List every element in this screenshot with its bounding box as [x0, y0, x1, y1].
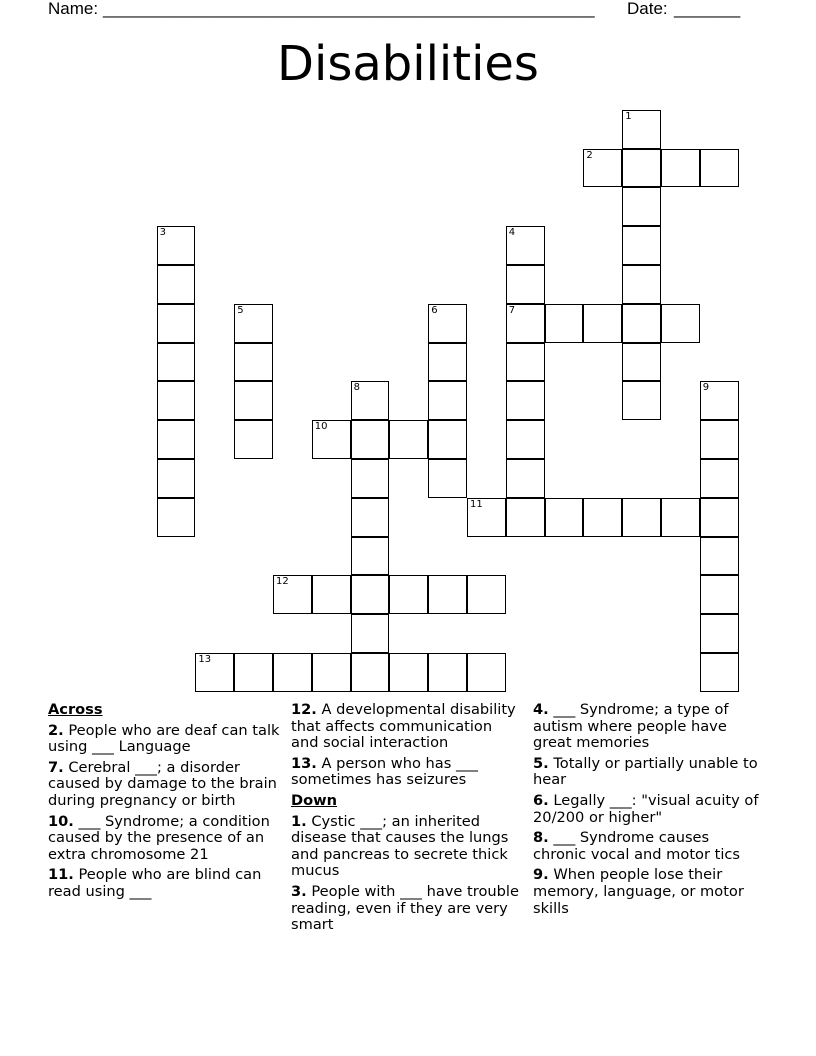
name-label: Name:: [48, 0, 99, 18]
grid-cell[interactable]: [583, 498, 622, 537]
grid-cell[interactable]: [351, 498, 390, 537]
clue-across-2: [48, 723, 280, 756]
grid-cell[interactable]: [583, 304, 622, 343]
grid-cell[interactable]: [428, 575, 467, 614]
grid-cell[interactable]: [157, 226, 196, 265]
cell-number: 6: [431, 304, 438, 316]
grid-cell[interactable]: [700, 498, 739, 537]
name-field-line[interactable]: ____________________________________________________: [103, 0, 595, 18]
down-heading: Down: [291, 791, 338, 809]
clue-text: A developmental disability that affects communication and social interaction: [291, 701, 516, 752]
grid-cell[interactable]: [622, 149, 661, 188]
clue-number: 6.: [533, 791, 549, 809]
clue-number: 9.: [533, 866, 549, 884]
clue-text: ___ Syndrome causes chronic vocal and motor tics: [533, 829, 741, 863]
clue-text: Cystic ___; an inherited disease that causes the lungs and pancreas to secrete thick mucus: [291, 812, 509, 880]
grid-cell[interactable]: [506, 304, 545, 343]
grid-cell[interactable]: [195, 653, 234, 692]
clue-across-11: [48, 867, 280, 900]
grid-cell[interactable]: [622, 265, 661, 304]
clue-down-5: [533, 756, 765, 789]
grid-cell[interactable]: [506, 420, 545, 459]
grid-cell[interactable]: [312, 653, 351, 692]
clue-text: People who are blind can read using ___: [48, 866, 262, 900]
cell-number: 8: [353, 382, 360, 394]
grid-cell[interactable]: [389, 575, 428, 614]
grid-cell[interactable]: [157, 459, 196, 498]
grid-cell[interactable]: [661, 304, 700, 343]
cell-number: 9: [702, 382, 710, 394]
clue-text: Legally ___: "visual acuity of 20/200 or higher": [533, 791, 759, 826]
grid-cell[interactable]: [428, 653, 467, 692]
grid-cell[interactable]: [428, 304, 467, 343]
grid-cell[interactable]: [622, 304, 661, 343]
grid-cell[interactable]: [157, 304, 196, 343]
clue-across-7: [48, 760, 280, 810]
grid-cell[interactable]: [351, 459, 390, 498]
grid-cell[interactable]: [700, 149, 739, 188]
grid-cell[interactable]: [428, 420, 467, 459]
grid-cell[interactable]: [157, 381, 196, 420]
grid-cell[interactable]: [273, 575, 312, 614]
clue-number: 2.: [48, 721, 64, 739]
grid-cell[interactable]: [234, 420, 273, 459]
grid-cell[interactable]: [622, 498, 661, 537]
grid-cell[interactable]: [700, 653, 739, 692]
cell-number: 13: [198, 654, 212, 665]
cell-number: 1: [625, 110, 632, 122]
grid-cell[interactable]: [506, 459, 545, 498]
grid-cell[interactable]: [622, 343, 661, 382]
clue-text: People who are deaf can talk using ___ Language: [48, 721, 280, 756]
grid-cell[interactable]: [389, 420, 428, 459]
grid-cell[interactable]: [467, 575, 506, 614]
grid-cell[interactable]: [428, 343, 467, 382]
clue-number: 7.: [48, 758, 64, 776]
date-label: Date:: [627, 0, 668, 18]
grid-cell[interactable]: [661, 498, 700, 537]
grid-cell[interactable]: [351, 575, 390, 614]
grid-cell[interactable]: [351, 420, 390, 459]
grid-cell[interactable]: [700, 459, 739, 498]
grid-cell[interactable]: [545, 498, 584, 537]
clues-column-2: [291, 700, 523, 938]
clue-down-3: [291, 884, 523, 934]
grid-cell[interactable]: [389, 653, 428, 692]
clue-across-13: [291, 756, 523, 789]
clue-number: 5.: [533, 754, 549, 772]
grid-cell[interactable]: [700, 614, 739, 653]
header: [0, 0, 816, 22]
grid-cell[interactable]: [312, 420, 351, 459]
grid-cell[interactable]: [545, 304, 584, 343]
clues-column-3: [533, 700, 765, 921]
cell-number: 3: [159, 227, 166, 239]
grid-cell[interactable]: [351, 653, 390, 692]
cell-number: 12: [276, 576, 289, 588]
cell-number: 7: [508, 304, 516, 316]
grid-cell[interactable]: [351, 614, 390, 653]
grid-cell[interactable]: [506, 265, 545, 304]
grid-cell[interactable]: [234, 304, 273, 343]
grid-cell[interactable]: [428, 459, 467, 498]
cell-number: 5: [237, 304, 244, 316]
cell-number: 10: [314, 421, 328, 433]
clue-down-9: [533, 867, 765, 917]
grid-cell[interactable]: [467, 653, 506, 692]
clue-text: A person who has ___ sometimes has seizures: [291, 754, 478, 789]
clue-down-8: [533, 830, 765, 863]
clue-down-4: [533, 702, 765, 752]
grid-cell[interactable]: [234, 343, 273, 382]
grid-cell[interactable]: [700, 537, 739, 576]
grid-cell[interactable]: [273, 653, 312, 692]
grid-cell[interactable]: [506, 226, 545, 265]
grid-cell[interactable]: [234, 653, 273, 692]
clue-text: ___ Syndrome; a type of autism where people have great memories: [533, 701, 729, 752]
grid-cell[interactable]: [661, 149, 700, 188]
grid-cell[interactable]: [312, 575, 351, 614]
grid-cell[interactable]: [157, 265, 196, 304]
clue-across-10: [48, 814, 280, 864]
cell-number: 4: [508, 227, 516, 239]
cell-number: 11: [470, 498, 483, 510]
grid-cell[interactable]: [700, 420, 739, 459]
grid-cell[interactable]: [583, 149, 622, 188]
clue-down-1: [291, 814, 523, 880]
grid-cell[interactable]: [506, 498, 545, 537]
clue-down-6: [533, 793, 765, 826]
clue-number: 1.: [291, 812, 307, 830]
grid-cell[interactable]: [700, 575, 739, 614]
cell-number: 2: [586, 149, 593, 161]
across-heading: Across: [48, 701, 103, 718]
grid-cell[interactable]: [622, 381, 661, 420]
clue-number: 12.: [291, 701, 317, 718]
clue-text: When people lose their memory, language, or motor skills: [533, 866, 744, 917]
clue-across-12: [291, 702, 523, 752]
clue-number: 8.: [533, 829, 549, 847]
grid-cell[interactable]: [157, 343, 196, 382]
grid-cell[interactable]: [467, 498, 506, 537]
clue-number: 10.: [48, 812, 74, 830]
clue-text: Totally or partially unable to hear: [533, 754, 758, 789]
grid-cell[interactable]: [622, 110, 661, 149]
date-field-line[interactable]: _______: [674, 0, 741, 18]
clues-column-1: [48, 700, 280, 905]
clue-number: 11.: [48, 866, 74, 884]
grid-cell[interactable]: [351, 381, 390, 420]
clue-text: ___ Syndrome; a condition caused by the presence of an extra chromosome 21: [48, 812, 270, 863]
grid-cell[interactable]: [506, 343, 545, 382]
grid-cell[interactable]: [622, 226, 661, 265]
grid-cell[interactable]: [351, 537, 390, 576]
grid-cell[interactable]: [157, 498, 196, 537]
clue-number: 4.: [533, 701, 549, 718]
clue-number: 13.: [291, 754, 317, 772]
clue-text: Cerebral ___; a disorder caused by damage to the brain during pregnancy or birth: [48, 758, 277, 809]
grid-cell[interactable]: [234, 381, 273, 420]
grid-cell[interactable]: [157, 420, 196, 459]
clue-text: People with ___ have trouble reading, even if they are very smart: [291, 882, 519, 934]
grid-cell[interactable]: [506, 381, 545, 420]
grid-cell[interactable]: [700, 381, 739, 420]
clue-number: 3.: [291, 882, 307, 900]
page-title: Disabilities: [277, 36, 539, 92]
grid-cell[interactable]: [622, 187, 661, 226]
grid-cell[interactable]: [428, 381, 467, 420]
